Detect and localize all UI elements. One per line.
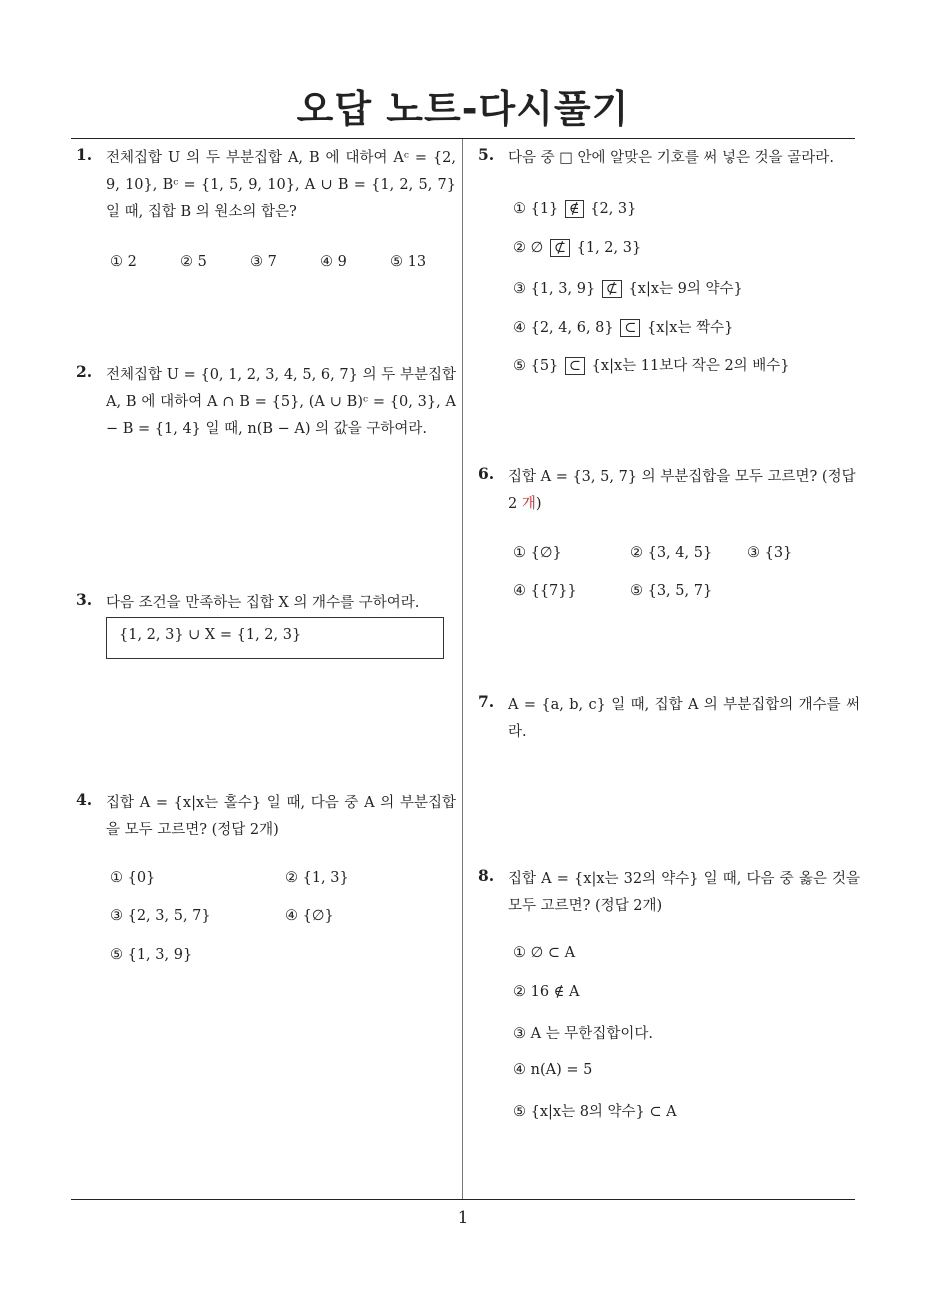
- page-number: 1: [457, 1208, 469, 1228]
- choice[interactable]: ① {0}: [110, 870, 156, 886]
- question-text: A = {a, b, c} 일 때, 집합 A 의 부분집합의 개수를 써라.: [508, 697, 860, 740]
- symbol-box: ⊂: [620, 319, 640, 337]
- question-number: 8.: [478, 866, 495, 885]
- answer-count-unit: 개: [521, 496, 536, 512]
- close-paren: ): [535, 496, 542, 512]
- symbol-box: ⊄: [602, 280, 622, 298]
- choice[interactable]: ② {3, 4, 5}: [630, 545, 713, 561]
- choice[interactable]: ④ 9: [320, 254, 347, 270]
- choice[interactable]: ③ 7: [250, 254, 277, 270]
- question-text: [508, 464, 860, 518]
- choice[interactable]: ② 16 ∉ A: [513, 984, 580, 1000]
- choice[interactable]: ⑤ {x|x는 8의 약수} ⊂ A: [513, 1104, 677, 1120]
- choice[interactable]: [513, 354, 790, 375]
- choice[interactable]: ③ A 는 무한집합이다.: [513, 1026, 653, 1042]
- choice[interactable]: ① {∅}: [513, 545, 562, 561]
- question-text-main: 집합 A = {3, 5, 7} 의 부분집합을 모두 고르면? (정답: [508, 469, 856, 485]
- question-number: 1.: [76, 145, 93, 164]
- question-number: 4.: [76, 790, 93, 809]
- choice[interactable]: ④ {{7}}: [513, 583, 577, 599]
- question-number: 5.: [478, 145, 495, 164]
- bottom-rule: [71, 1199, 855, 1200]
- question-number: 7.: [478, 692, 495, 711]
- choice-lead: ① {1}: [513, 201, 559, 217]
- question-text: 집합 A = {x|x는 32의 약수} 일 때, 다음 중 옳은 것을 모두 고르면? (정답 2개): [508, 871, 860, 914]
- symbol-box: ∉: [565, 200, 584, 218]
- choice[interactable]: ⑤ {1, 3, 9}: [110, 947, 193, 963]
- choice[interactable]: ⑤ 13: [390, 254, 427, 270]
- question-number: 3.: [76, 590, 93, 609]
- choice-tail: {1, 2, 3}: [576, 240, 642, 256]
- question-text: 집합 A = {x|x는 홀수} 일 때, 다음 중 A 의 부분집합을 모두 고르면? (정답 2개): [106, 795, 456, 838]
- question-text: 전체집합 U = {0, 1, 2, 3, 4, 5, 6, 7} 의 두 부분집합 A, B 에 대하여 A ∩ B = {5}, (A ∪ B)ᶜ = {0, 3}, A − B = {1, 4} 일 때, n(B − A) 의 값을 구하여라.: [106, 367, 456, 437]
- question-text: 전체집합 U 의 두 부분집합 A, B 에 대하여 Aᶜ = {2, 9, 10}, Bᶜ = {1, 5, 9, 10}, A ∪ B = {1, 2, 5, 7} 일 때, 집합 B 의 원소의 합은?: [106, 150, 456, 220]
- choice-tail: {x|x는 짝수}: [647, 320, 734, 336]
- choice[interactable]: ④ n(A) = 5: [513, 1062, 593, 1078]
- choice-tail: {x|x는 9의 약수}: [628, 281, 743, 297]
- choice-tail: {x|x는 11보다 작은 2의 배수}: [591, 358, 790, 374]
- choice[interactable]: [513, 316, 733, 337]
- page-title: 오답 노트-다시풀기: [296, 87, 630, 131]
- choice[interactable]: ④ {∅}: [285, 908, 334, 924]
- choice[interactable]: ③ {3}: [747, 545, 793, 561]
- choice[interactable]: [513, 277, 743, 298]
- choice-lead: ⑤ {5}: [513, 358, 559, 374]
- symbol-box: ⊄: [550, 239, 570, 257]
- choice-lead: ③ {1, 3, 9}: [513, 281, 596, 297]
- choice[interactable]: ⑤ {3, 5, 7}: [630, 583, 713, 599]
- choice[interactable]: ③ {2, 3, 5, 7}: [110, 908, 211, 924]
- choice-lead: ④ {2, 4, 6, 8}: [513, 320, 614, 336]
- question-number: 6.: [478, 464, 495, 483]
- choice[interactable]: ② 5: [180, 254, 207, 270]
- choice[interactable]: ② {1, 3}: [285, 870, 349, 886]
- choice-tail: {2, 3}: [590, 201, 637, 217]
- question-text: 다음 중 □ 안에 알맞은 기호를 써 넣은 것을 골라라.: [508, 150, 834, 166]
- choice[interactable]: [513, 239, 641, 257]
- choice[interactable]: ① 2: [110, 254, 137, 270]
- column-divider: [462, 139, 463, 1199]
- answer-count: 2: [508, 496, 518, 512]
- choice[interactable]: [513, 200, 636, 218]
- question-text: 다음 조건을 만족하는 집합 X 의 개수를 구하여라.: [106, 595, 420, 611]
- choice[interactable]: ① ∅ ⊂ A: [513, 945, 576, 961]
- condition-box: {1, 2, 3} ∪ X = {1, 2, 3}: [106, 617, 444, 659]
- top-rule: [71, 138, 855, 139]
- question-number: 2.: [76, 362, 93, 381]
- symbol-box: ⊂: [565, 357, 585, 375]
- choice-lead: ② ∅: [513, 240, 544, 256]
